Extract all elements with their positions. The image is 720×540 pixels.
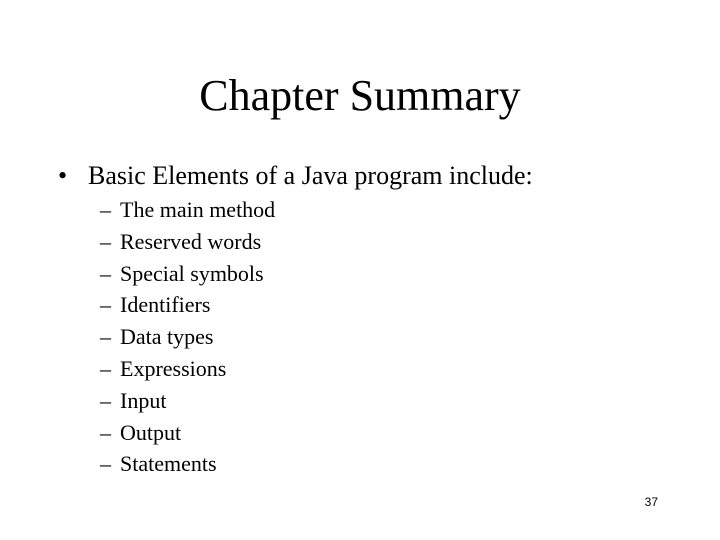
list-item: [100, 385, 275, 417]
list-item: [100, 226, 275, 258]
list-item: [100, 353, 275, 385]
list-item: [100, 194, 275, 226]
list-item: [100, 321, 275, 353]
list-item-text: Identifiers: [120, 292, 211, 318]
list-item: [100, 448, 275, 480]
slide-title: Chapter Summary: [199, 71, 521, 120]
list-item-text: Statements: [120, 451, 217, 477]
dash-marker: –: [100, 355, 111, 381]
main-bullet: [58, 160, 533, 192]
list-item-text: Expressions: [120, 355, 227, 381]
main-bullet-text: Basic Elements of a Java program include:: [88, 161, 533, 190]
list-item-text: Output: [120, 419, 182, 445]
list-item-text: Special symbols: [120, 260, 264, 286]
list-item-text: The main method: [120, 197, 276, 222]
dash-marker: –: [100, 197, 111, 222]
dash-marker: –: [100, 451, 111, 477]
list-item: [100, 258, 275, 290]
list-item-text: Data types: [120, 324, 214, 350]
dash-marker: –: [100, 292, 111, 318]
bullet-marker: •: [58, 161, 68, 190]
page-number: 37: [644, 495, 658, 509]
list-item: [100, 417, 275, 449]
dash-marker: –: [100, 387, 111, 413]
list-item-text: Reserved words: [120, 228, 262, 254]
dash-marker: –: [100, 419, 111, 445]
dash-marker: –: [100, 324, 111, 350]
dash-marker: –: [100, 228, 111, 254]
dash-marker: –: [100, 260, 111, 286]
list-item: [100, 289, 275, 321]
sub-bullet-list: [100, 194, 275, 480]
list-item-text: Input: [120, 387, 167, 413]
